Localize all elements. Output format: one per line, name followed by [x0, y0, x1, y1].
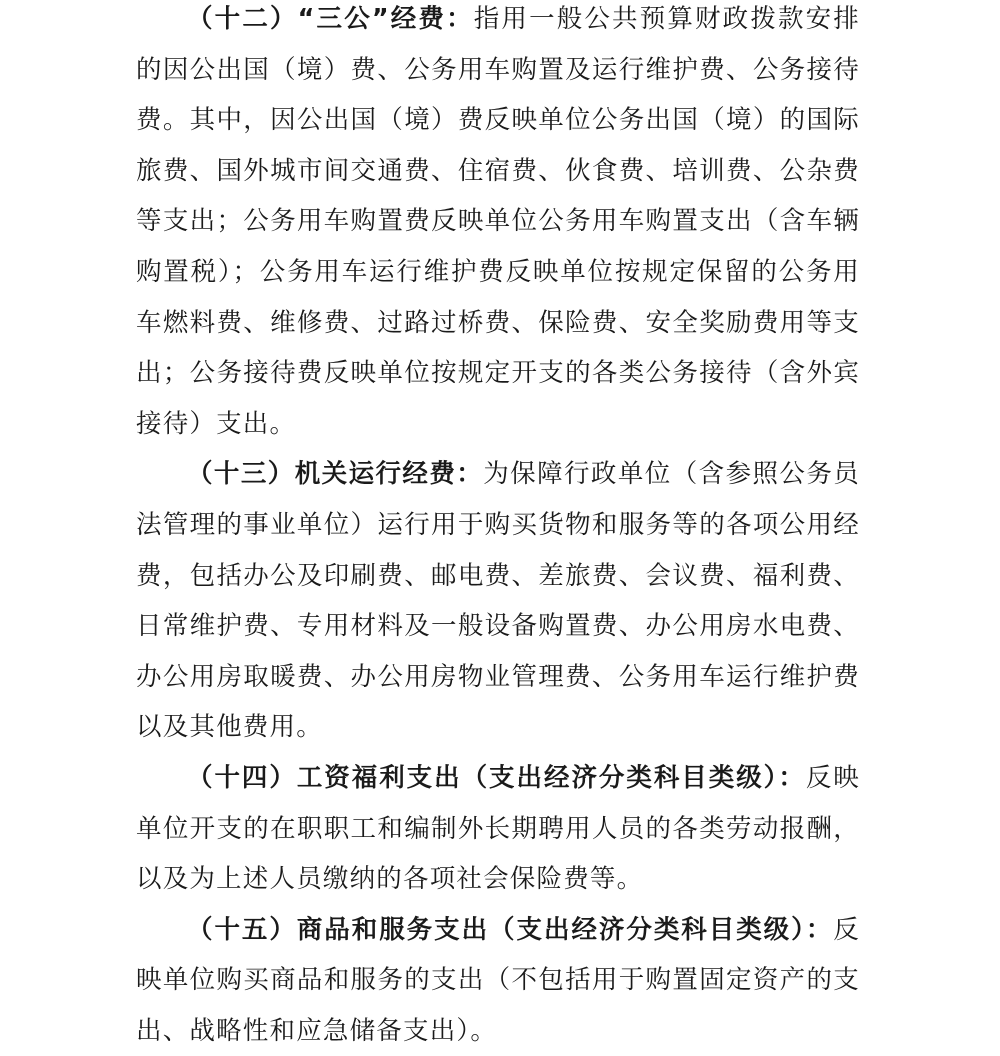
paragraph-agency-operating-expenses [136, 449, 860, 753]
term-heading: （十四）工资福利支出（支出经济分类科目类级）： [187, 762, 806, 793]
term-definition: 为保障行政单位（含参照公务员法管理的事业单位）运行用于购买货物和服务等的各项公用经费，包括办公及印刷费、邮电费、差旅费、会议费、福利费、日常维护费、专用材料及一般设备购置费、办公用房水电费、办公用房取暖费、办公用房物业管理费、公务用车运行维护费以及其他费用。 [136, 459, 860, 743]
document-page [136, 0, 860, 1056]
paragraph-wage-welfare-expenditure [136, 753, 860, 905]
paragraph-goods-services-expenditure [136, 905, 860, 1056]
term-definition: 指用一般公共预算财政拨款安排的因公出国（境）费、公务用车购置及运行维护费、公务接待费。其中，因公出国（境）费反映单位公务出国（境）的国际旅费、国外城市间交通费、住宿费、伙食费、培训费、公杂费等支出；公务用车购置费反映单位公务用车购置支出（含车辆购置税）；公务用车运行维护费反映单位按规定保留的公务用车燃料费、维修费、过路过桥费、保险费、安全奖励费用等支出；公务接待费反映单位按规定开支的各类公务接待（含外宾接待）支出。 [136, 4, 860, 439]
term-heading: （十三）机关运行经费： [187, 459, 484, 490]
paragraph-three-public-expenses [136, 0, 860, 449]
term-heading: （十五）商品和服务支出（支出经济分类科目类级）： [187, 914, 834, 945]
term-definition: 反映单位购买商品和服务的支出（不包括用于购置固定资产的支出、战略性和应急储备支出）。 [136, 914, 860, 1046]
term-heading: （十二）“三公”经费： [187, 4, 474, 34]
term-definition: 反映单位开支的在职职工和编制外长期聘用人员的各类劳动报酬，以及为上述人员缴纳的各项社会保险费等。 [136, 762, 860, 895]
